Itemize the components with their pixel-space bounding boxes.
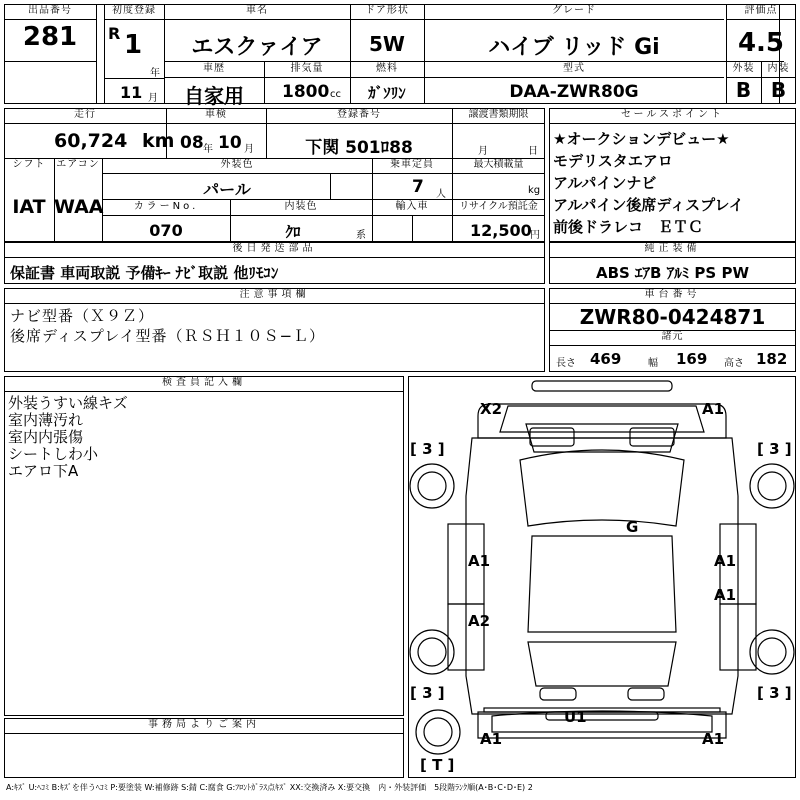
int-color: ｸﾛ	[285, 223, 301, 241]
transfer-month: 月	[478, 146, 488, 157]
mark-g: G	[626, 518, 639, 536]
score: 4.5	[737, 28, 785, 58]
later-parts: 保証書 車両取説 予備ｷｰ ﾅﾋﾞ取説 他ﾘﾓｺﾝ	[10, 264, 279, 282]
displacement-label: 排気量	[290, 63, 324, 74]
transfer-label: 譲渡書類期限	[468, 109, 529, 120]
model: DAA-ZWR80G	[509, 82, 639, 102]
inspector-line: 室内薄汚れ	[8, 411, 84, 429]
model-label: 型式	[563, 63, 585, 74]
sales-points-label: セールスポイント	[620, 109, 725, 120]
interior-grade: B	[770, 78, 787, 102]
grade: ハイブ リッド Gi	[488, 35, 660, 60]
plate-label: 登録番号	[337, 109, 381, 120]
mark-spare-tire: [ T ]	[420, 756, 455, 774]
chassis-number: ZWR80-0424871	[579, 305, 766, 329]
load-label: 最大積載量	[473, 159, 524, 170]
dimensions-label: 諸元	[661, 331, 684, 342]
int-color-label: 内装色	[284, 201, 318, 212]
mark-tire-fl: [ 3 ]	[410, 440, 445, 458]
length-label: 長さ	[556, 358, 576, 369]
car-diagram	[408, 376, 796, 778]
inspector-line: 外装うすい線キズ	[8, 394, 128, 412]
sales-point-item: アルパインナビ	[553, 174, 657, 192]
ext-color-label: 外装色	[220, 159, 254, 170]
mileage-unit: km	[142, 130, 175, 152]
color-no-label: カラーNo.	[133, 201, 199, 212]
history-label: 車歴	[203, 63, 225, 74]
capacity: 7	[412, 177, 424, 197]
mark-tire-fr: [ 3 ]	[757, 440, 792, 458]
mark-a1-rear-left: A1	[480, 730, 503, 748]
mark-tire-rr: [ 3 ]	[757, 684, 792, 702]
office-label: 事務局よりご案内	[148, 719, 260, 730]
sales-point-item: 前後ドラレコ ＥＴＣ	[553, 218, 704, 236]
length: 469	[590, 350, 622, 368]
displacement: 1800	[282, 82, 330, 102]
mileage: 60,724	[54, 130, 128, 152]
lot-label: 出品番号	[28, 5, 72, 16]
damage-legend: A:ｷｽﾞ U:ﾍｺﾐ B:ｷｽﾞを伴うﾍｺﾐ P:要塗装 W:補修跡 S:錆 C:腐食 G:ﾌﾛﾝﾄｶﾞﾗｽ点ｷｽﾞ XX:交換済み X:要交換 内・外装評価 5段階ﾗﾝｸ順(A･B･C･D･E) 2	[6, 783, 533, 792]
shift-label: シフト	[12, 159, 46, 170]
mark-a1-left-door: A1	[468, 552, 491, 570]
inspector-line: 室内内張傷	[8, 428, 84, 446]
mark-a1-rear-right: A1	[702, 730, 725, 748]
fuel: ｶﾞｿﾘﾝ	[368, 84, 406, 102]
inspector-line: シートしわ小	[8, 445, 99, 463]
mark-a1-right-rear: A1	[714, 586, 737, 604]
mark-x2: X2	[480, 400, 503, 418]
sales-point-item: ★オークションデビュー★	[553, 130, 730, 148]
ac-label: エアコン	[56, 159, 100, 170]
fuel-label: 燃料	[376, 63, 398, 74]
plate-number: 下関 501ﾛ88	[305, 138, 413, 158]
insp-month: 10	[218, 133, 242, 153]
lot-number: 281	[22, 22, 78, 52]
mark-a1-right-door: A1	[714, 552, 737, 570]
inspector-line: エアロ下A	[8, 462, 79, 480]
exterior-label: 外装	[732, 63, 755, 74]
width: 169	[676, 350, 708, 368]
transfer-day: 日	[528, 146, 538, 157]
capacity-label: 乗車定員	[390, 159, 434, 170]
recycle-unit: 円	[530, 230, 540, 241]
interior-label: 内装	[767, 63, 790, 74]
height-label: 高さ	[724, 358, 744, 369]
inspector-label: 検査員記入欄	[162, 377, 246, 388]
first-reg-label: 初度登録	[112, 5, 156, 16]
notes-line: ナビ型番（Ｘ９Ｚ）	[10, 307, 155, 325]
standard-equipment-label: 純正装備	[644, 243, 701, 254]
reg-month: 11	[120, 83, 143, 102]
later-parts-label: 後日発送部品	[232, 243, 317, 254]
insp-year-unit: 年	[203, 144, 213, 155]
import-label: 輸入車	[395, 201, 429, 212]
capacity-unit: 人	[436, 189, 446, 200]
month-unit: 月	[148, 93, 158, 104]
insp-month-unit: 月	[244, 144, 254, 155]
reg-year: 1	[124, 30, 143, 60]
mark-a2-left-rear: A2	[468, 612, 491, 630]
recycle-fee: 12,500	[470, 221, 532, 240]
sales-points-list	[553, 128, 793, 238]
sales-point-item: アルパイン後席ディスプレイ	[553, 196, 744, 214]
ac: WAA	[54, 196, 104, 218]
inspection-label: 車検	[205, 109, 227, 120]
mileage-label: 走行	[74, 109, 96, 120]
inspector-notes	[8, 395, 128, 480]
door-type: 5W	[369, 32, 405, 56]
height: 182	[756, 350, 788, 368]
sales-point-item: モデリスタエアロ	[553, 152, 673, 170]
insp-year: 08	[180, 133, 204, 153]
notes-label: 注意事項欄	[239, 289, 310, 300]
width-label: 幅	[648, 358, 658, 369]
exterior-grade: B	[735, 78, 752, 102]
door-label: ドア形状	[365, 5, 409, 16]
score-label: 評価点	[744, 5, 778, 16]
grade-label: グレード	[552, 5, 596, 16]
int-color-unit: 系	[356, 230, 366, 241]
load-unit: kg	[528, 185, 541, 196]
mark-tire-rl: [ 3 ]	[410, 684, 445, 702]
displacement-unit: cc	[330, 89, 341, 100]
car-name: エスクァイア	[191, 35, 323, 60]
chassis-label: 車台番号	[644, 289, 701, 300]
mark-a1-top-right: A1	[702, 400, 725, 418]
year-unit: 年	[150, 68, 160, 79]
recycle-label: リサイクル預託金	[459, 201, 538, 212]
shift: IAT	[12, 196, 46, 218]
history: 自家用	[184, 84, 244, 108]
car-name-label: 車名	[246, 5, 268, 16]
notes-line: 後席ディスプレイ型番（ＲＳＨ１０Ｓ−Ｌ）	[10, 327, 326, 345]
standard-equipment: ABS ｴｱB ｱﾙﾐ PS PW	[595, 264, 749, 282]
ext-color: パール	[203, 180, 251, 199]
color-no: 070	[149, 221, 183, 240]
mark-u1: U1	[564, 708, 587, 726]
era: R	[108, 24, 121, 43]
